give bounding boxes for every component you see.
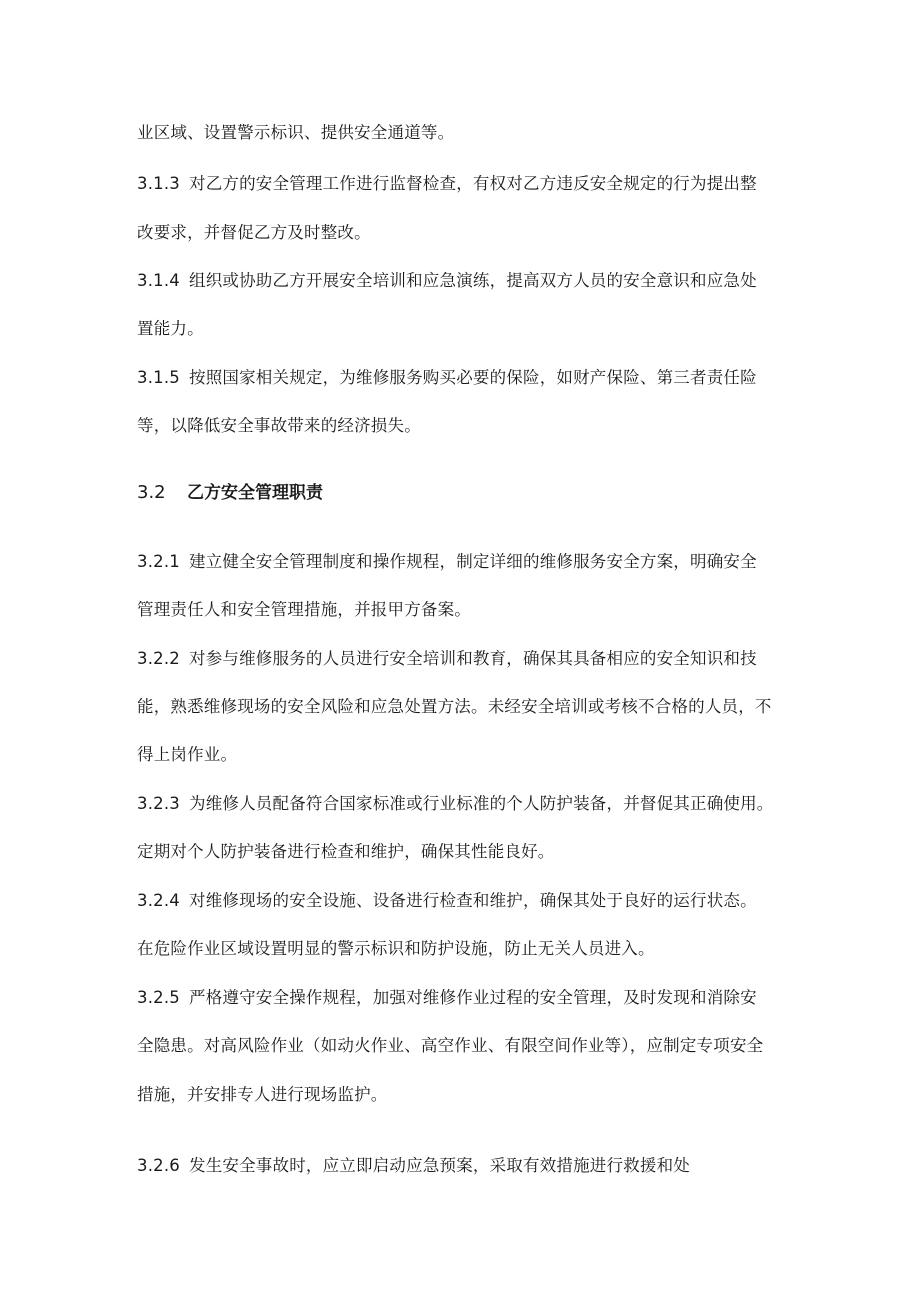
clause-3-2-1-line-2: 管理责任人和安全管理措施，并报甲方备案。	[137, 600, 471, 619]
section-title: 乙方安全管理职责	[187, 483, 323, 503]
clause-3-2-4-line-2: 在危险作业区域设置明显的警示标识和防护设施，防止无关人员进入。	[137, 939, 655, 958]
section-heading-3-2	[137, 481, 323, 505]
clause-number: 3.1.4	[137, 271, 180, 290]
clause-3-1-3-line-1	[137, 173, 787, 195]
clause-3-2-2-line-1	[137, 648, 787, 670]
clause-text: 严格遵守安全操作规程，加强对维修作业过程的安全管理，及时发现和消除安	[189, 988, 757, 1007]
clause-3-2-5-line-1	[137, 987, 787, 1009]
clause-3-2-5-line-3: 措施，并安排专人进行现场监护。	[137, 1085, 388, 1104]
clause-text: 建立健全安全管理制度和操作规程，制定详细的维修服务安全方案，明确安全	[189, 552, 757, 571]
clause-3-2-3-line-2: 定期对个人防护装备进行检查和维护，确保其性能良好。	[137, 842, 555, 861]
clause-3-2-3-line-1	[137, 793, 787, 815]
clause-number: 3.2.5	[137, 988, 180, 1007]
clause-3-1-4-line-1	[137, 270, 787, 292]
clause-number: 3.1.5	[137, 368, 180, 387]
clause-3-1-5-line-2: 等，以降低安全事故带来的经济损失。	[137, 416, 421, 435]
clause-3-2-1-line-1	[137, 551, 787, 573]
clause-3-2-2-line-3: 得上岗作业。	[137, 745, 238, 764]
clause-3-1-5-line-1	[137, 367, 787, 389]
clause-number: 3.2.3	[137, 794, 180, 813]
clause-text: 对参与维修服务的人员进行安全培训和教育，确保其具备相应的安全知识和技	[189, 649, 757, 668]
clause-text: 按照国家相关规定，为维修服务购买必要的保险，如财产保险、第三者责任险	[189, 368, 757, 387]
clause-3-2-2-line-2: 能，熟悉维修现场的安全风险和应急处置方法。未经安全培训或考核不合格的人员，不	[137, 697, 772, 716]
clause-number: 3.2.2	[137, 649, 180, 668]
section-number: 3.2	[137, 482, 166, 503]
clause-3-2-5-line-2: 全隐患。对高风险作业（如动火作业、高空作业、有限空间作业等），应制定专项安全	[137, 1036, 764, 1055]
clause-text: 对维修现场的安全设施、设备进行检查和维护，确保其处于良好的运行状态。	[189, 891, 757, 910]
clause-text: 对乙方的安全管理工作进行监督检查，有权对乙方违反安全规定的行为提出整	[189, 174, 757, 193]
clause-text: 组织或协助乙方开展安全培训和应急演练，提高双方人员的安全意识和应急处	[189, 271, 757, 290]
clause-text: 为维修人员配备符合国家标准或行业标准的个人防护装备，并督促其正确使用。	[189, 794, 774, 813]
clause-number: 3.2.1	[137, 552, 180, 571]
clause-3-1-4-line-2: 置能力。	[137, 319, 204, 338]
clause-3-2-6-line-1	[137, 1155, 787, 1177]
clause-number: 3.2.4	[137, 891, 180, 910]
clause-3-2-4-line-1	[137, 890, 787, 912]
clause-text: 发生安全事故时，应立即启动应急预案，采取有效措施进行救援和处	[189, 1156, 690, 1175]
intro-line: 业区域、设置警示标识、提供安全通道等。	[137, 123, 455, 142]
clause-number: 3.1.3	[137, 174, 180, 193]
clause-3-1-3-line-2: 改要求，并督促乙方及时整改。	[137, 223, 371, 242]
clause-number: 3.2.6	[137, 1156, 180, 1175]
